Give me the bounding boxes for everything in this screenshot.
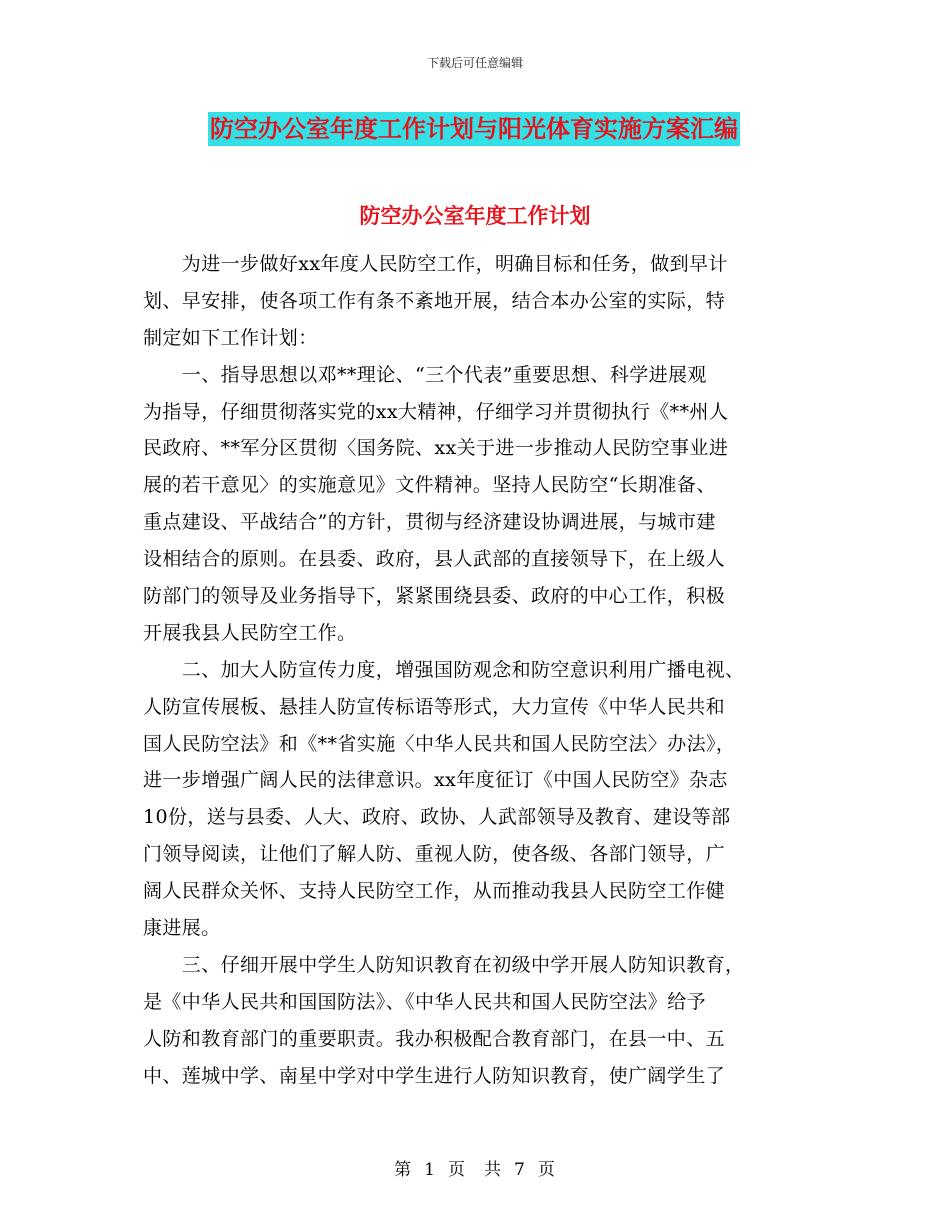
- text-line: 国人民防空法》和《**省实施〈中华人民共和国人民防空法〉办法》，: [143, 732, 736, 755]
- text-line: 10份，送与县委、人大、政府、政协、人武部领导及教育、建设等部: [143, 806, 731, 829]
- text-line: 民政府、**军分区贯彻〈国务院、xx关于进一步推动人民防空事业进: [143, 437, 729, 460]
- text-line: 划、早安排，使各项工作有条不紊地开展，结合本办公室的实际，特: [143, 289, 726, 312]
- header-note: 下载后可任意编辑: [426, 56, 523, 70]
- text-line: 防部门的领导及业务指导下，紧紧围绕县委、政府的中心工作，积极: [143, 585, 726, 608]
- document-title: 防空办公室年度工作计划与阳光体育实施方案汇编: [208, 112, 740, 146]
- text-line: 展的若干意见〉的实施意见》文件精神。坚持人民防空“长期准备、: [143, 474, 716, 497]
- page-footer: [0, 1155, 950, 1180]
- text-line: 人防宣传展板、悬挂人防宣传标语等形式，大力宣传《中华人民共和: [143, 695, 726, 718]
- footer-suffix: 页: [537, 1160, 556, 1180]
- text-line: 门领导阅读，让他们了解人防、重视人防，使各级、各部门领导，广: [143, 843, 726, 866]
- text-line: 二、加大人防宣传力度，增强国防观念和防空意识利用广播电视、: [143, 658, 745, 681]
- text-line: 是《中华人民共和国国防法》、《中华人民共和国人民防空法》给予: [143, 990, 707, 1013]
- text-line: 一、指导思想以邓**理论、“三个代表”重要思想、科学进展观: [143, 363, 707, 386]
- text-line: 设相结合的原则。在县委、政府，县人武部的直接领导下，在上级人: [143, 548, 726, 571]
- text-line: 人防和教育部门的重要职责。我办积极配合教育部门，在县一中、五: [143, 1027, 726, 1050]
- text-line: 为指导，仔细贯彻落实党的xx大精神，仔细学习并贯彻执行《**州人: [143, 400, 729, 423]
- text-line: 开展我县人民防空工作。: [143, 621, 357, 644]
- text-line: 三、仔细开展中学生人防知识教育在初级中学开展人防知识教育，: [143, 953, 745, 976]
- section-title: 防空办公室年度工作计划: [359, 203, 591, 228]
- text-line: 进一步增强广阔人民的法律意识。xx年度征订《中国人民防空》杂志: [143, 769, 728, 792]
- text-line: 制定如下工作计划：: [143, 326, 318, 349]
- text-line: 阔人民群众关怀、支持人民防空工作，从而推动我县人民防空工作健: [143, 880, 726, 903]
- footer-mid: 页 共: [448, 1160, 502, 1180]
- body-text: [143, 246, 813, 1094]
- text-line: 重点建设、平战结合”的方针，贯彻与经济建设协调进展，与城市建: [143, 511, 716, 534]
- footer-prefix: 第: [394, 1160, 413, 1180]
- footer-page-number: 1: [424, 1160, 436, 1180]
- text-line: 中、莲城中学、南星中学对中学生进行人防知识教育，使广阔学生了: [143, 1064, 726, 1087]
- text-line: 康进展。: [143, 917, 221, 940]
- text-line: 为进一步做好xx年度人民防空工作，明确目标和任务，做到早计: [143, 253, 728, 275]
- footer-total-pages: 7: [514, 1160, 526, 1180]
